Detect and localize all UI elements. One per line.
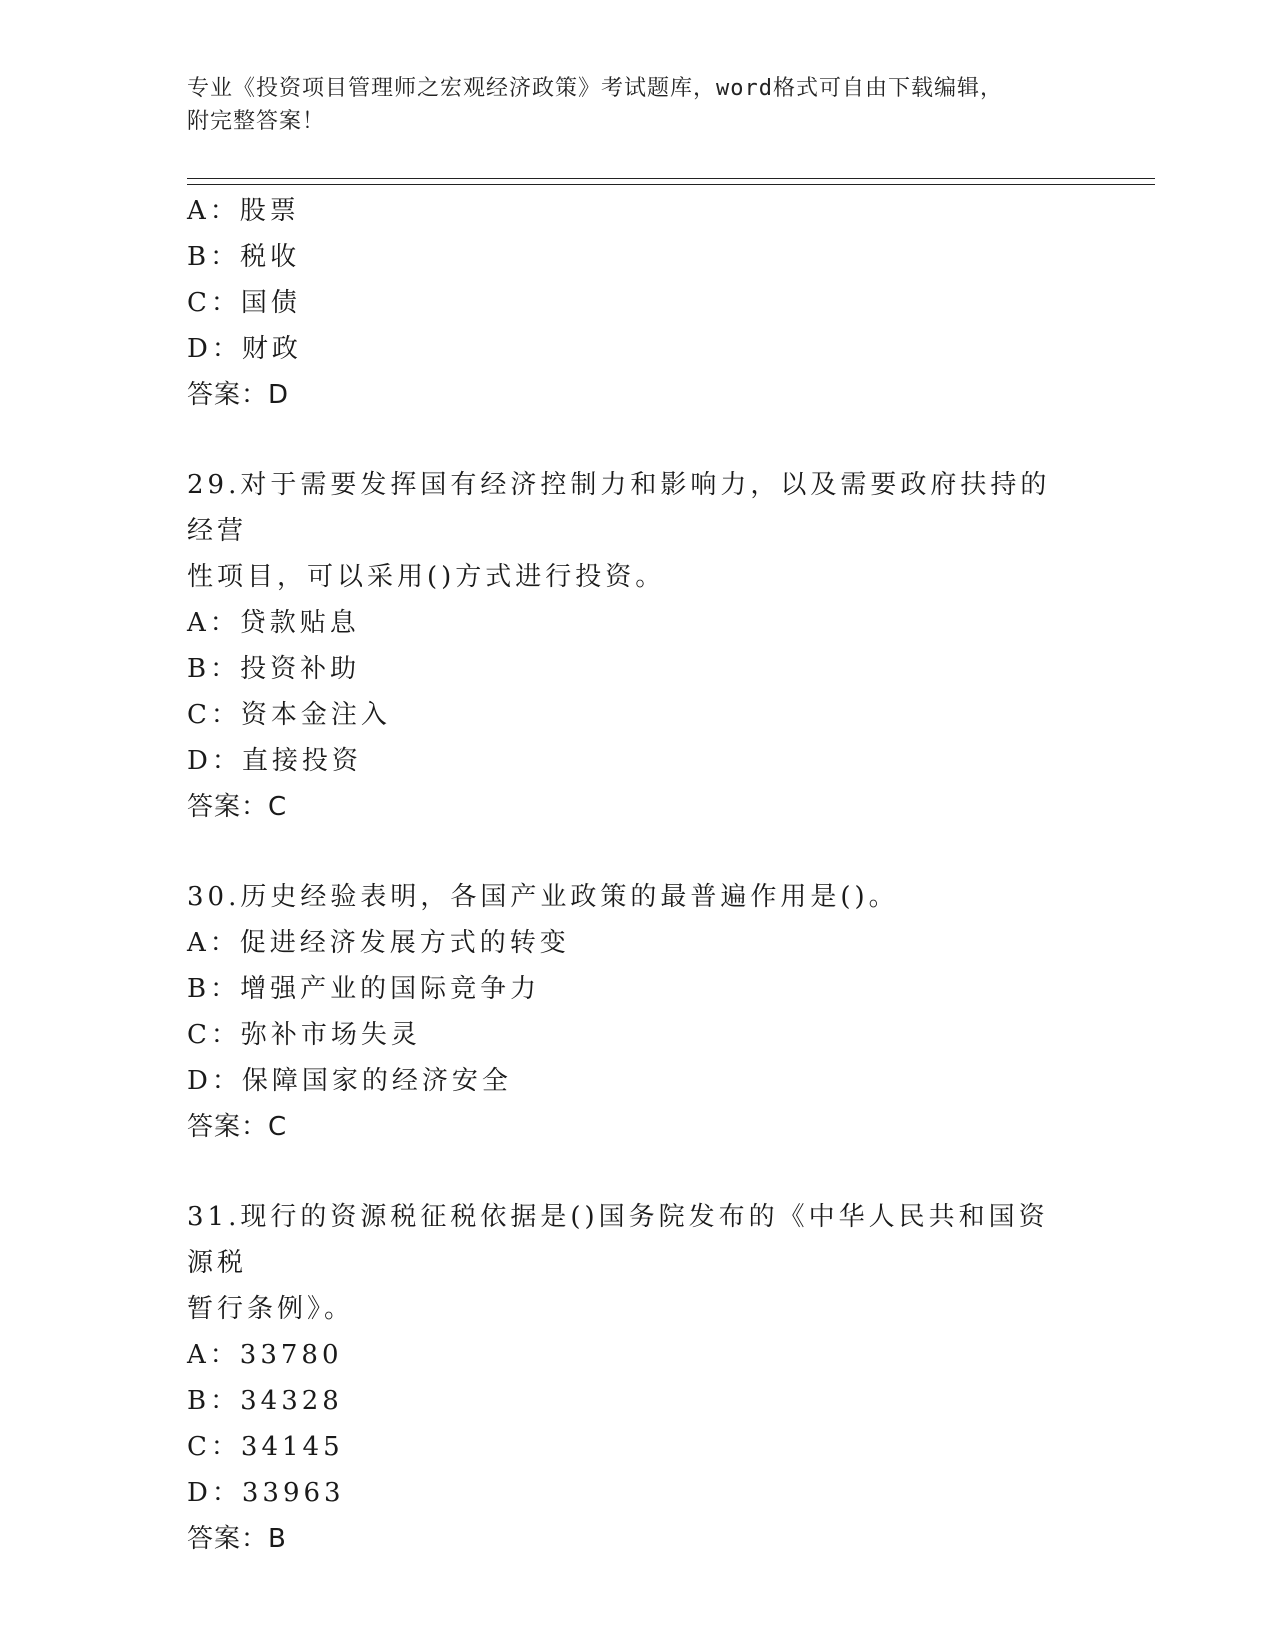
option-key: A： (187, 1340, 240, 1370)
header-line-1: 专业《投资项目管理师之宏观经济政策》考试题库，word格式可自由下载编辑， (187, 76, 1003, 101)
answer-line: 答案：C (187, 1112, 288, 1142)
option-b (187, 1378, 1087, 1424)
answer-line: 答案：B (187, 1524, 287, 1554)
question-29 (187, 462, 1087, 830)
option-text: 直接投资 (241, 746, 362, 776)
option-text: 资本金注入 (240, 700, 391, 730)
option-c (187, 1424, 1087, 1470)
option-d (187, 1058, 1087, 1104)
option-b (187, 646, 1087, 692)
option-key: D： (187, 1066, 242, 1096)
option-key: B： (187, 242, 241, 272)
option-key: D： (187, 1478, 242, 1508)
option-text: 税收 (240, 242, 301, 272)
question-text-line: 31.现行的资源税征税依据是()国务院发布的《中华人民共和国资源税 (187, 1202, 1049, 1278)
option-key: A： (187, 608, 240, 638)
option-a (187, 600, 1087, 646)
answer-line: 答案：D (187, 380, 290, 410)
option-key: B： (187, 654, 241, 684)
option-c (187, 692, 1087, 738)
option-text: 弥补市场失灵 (240, 1020, 421, 1050)
option-d (187, 326, 1087, 372)
option-text: 股票 (239, 196, 300, 226)
option-text: 促进经济发展方式的转变 (239, 928, 570, 958)
option-text: 34145 (240, 1432, 344, 1462)
option-key: A： (187, 928, 240, 958)
option-text: 33963 (241, 1478, 345, 1508)
question-30 (187, 874, 1087, 1150)
option-a (187, 920, 1087, 966)
option-d (187, 1470, 1087, 1516)
option-text: 增强产业的国际竞争力 (240, 974, 541, 1004)
option-key: C： (187, 700, 241, 730)
option-text: 投资补助 (240, 654, 361, 684)
option-c (187, 280, 1087, 326)
option-key: A： (187, 196, 240, 226)
question-text-line: 29.对于需要发挥国有经济控制力和影响力，以及需要政府扶持的经营 (187, 470, 1051, 546)
option-key: D： (187, 334, 242, 364)
option-a (187, 1332, 1087, 1378)
option-b (187, 966, 1087, 1012)
question-28-options (187, 188, 1087, 418)
option-key: C： (187, 1432, 241, 1462)
option-text: 34328 (240, 1386, 343, 1416)
option-key: C： (187, 1020, 241, 1050)
option-b (187, 234, 1087, 280)
option-text: 贷款贴息 (239, 608, 360, 638)
option-key: C： (187, 288, 241, 318)
option-key: B： (187, 974, 241, 1004)
option-d (187, 738, 1087, 784)
question-text-line: 性项目，可以采用()方式进行投资。 (187, 562, 666, 592)
header-line-2: 附完整答案！ (187, 109, 326, 134)
option-text: 保障国家的经济安全 (241, 1066, 512, 1096)
option-key: B： (187, 1386, 241, 1416)
answer-line: 答案：C (187, 792, 288, 822)
document-header (187, 72, 1087, 138)
option-text: 财政 (241, 334, 302, 364)
header-divider (187, 178, 1155, 185)
option-text: 33780 (239, 1340, 343, 1370)
option-c (187, 1012, 1087, 1058)
question-text-line: 暂行条例》。 (187, 1294, 355, 1324)
option-a (187, 188, 1087, 234)
question-list (187, 188, 1087, 1562)
option-text: 国债 (240, 288, 301, 318)
option-key: D： (187, 746, 242, 776)
question-text-line: 30.历史经验表明，各国产业政策的最普遍作用是()。 (187, 882, 899, 912)
question-31 (187, 1194, 1087, 1562)
